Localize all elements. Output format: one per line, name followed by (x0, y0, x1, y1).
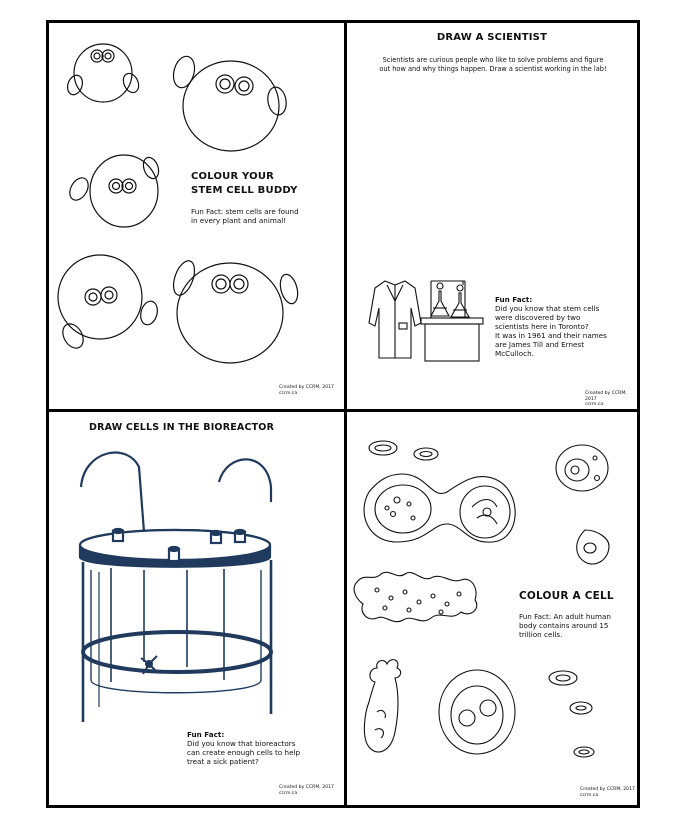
scientist-fun-fact (495, 295, 635, 358)
fact-line: treat a sick patient? (187, 757, 259, 766)
panel-stem-cell-buddy (49, 23, 344, 409)
fact-line: are James Till and Ernest (495, 340, 585, 349)
round-cell-icon (556, 445, 608, 491)
fact-line: can create enough cells to help (187, 748, 301, 757)
stem-cell-buddy-4 (58, 255, 160, 352)
draw-scientist-title: DRAW A SCIENTIST (436, 32, 548, 43)
credit-line-1: Created by CCRM, 2017 (279, 785, 334, 790)
credit-line-1: Created by CCRM, 2017 (279, 385, 334, 390)
fact-line: body contains around 15 (519, 621, 609, 630)
bioreactor-title: DRAW CELLS IN THE BIOREACTOR (89, 422, 275, 433)
dividing-cell-icon (364, 474, 515, 542)
fact-heading: Fun Fact: (495, 295, 533, 304)
credit-line-2: ccrm.ca (279, 390, 298, 396)
nucleated-cell-icon (439, 670, 515, 754)
cells-drawing (347, 412, 637, 805)
credit (585, 391, 637, 408)
bioreactor-fun-fact (187, 730, 337, 766)
credit (279, 385, 334, 396)
lab-coat-icon (369, 281, 421, 358)
lab-bench-icon (421, 281, 483, 361)
stem-cell-buddy-2 (170, 54, 288, 151)
fact-line: Fun Fact: An adult human (519, 612, 611, 621)
colour-cell-title: COLOUR A CELL (519, 590, 614, 602)
credit (279, 785, 334, 796)
fact-line: trillion cells. (519, 630, 563, 639)
fact-line-2: in every plant and animal! (191, 216, 287, 225)
amoeba-cell-icon (354, 572, 477, 621)
intro-line-1: Scientists are curious people who like to solve problems and figure (382, 56, 604, 64)
stem-cell-buddy-3 (66, 155, 161, 227)
credit-line-2: ccrm.ca (580, 792, 599, 798)
fact-line: It was in 1961 and their names (495, 331, 607, 340)
credit-line-1: Created by CCRM, 2017 (585, 391, 627, 402)
stem-cell-title (191, 170, 298, 198)
credit (580, 787, 635, 798)
title-line-2: STEM CELL BUDDY (191, 185, 298, 196)
small-cell-icon (549, 671, 594, 757)
flask-icon (431, 283, 469, 317)
fact-line: Did you know that stem cells (495, 304, 600, 313)
panel-bioreactor (49, 412, 344, 805)
fact-line: scientists here in Toronto? (495, 322, 589, 331)
fact-line: were discovered by two (495, 313, 581, 322)
stem-cell-buddy-5 (169, 258, 300, 363)
panel-draw-scientist (347, 23, 637, 409)
red-blood-cell-icon (369, 441, 438, 460)
activity-sheet (46, 20, 640, 808)
fact-line: McCulloch. (495, 349, 534, 358)
fact-line-1: Fun Fact: stem cells are found (191, 207, 299, 216)
fact-line: Did you know that bioreactors (187, 739, 296, 748)
intro-line-2: out how and why things happen. Draw a scientist working in the lab! (379, 65, 607, 73)
fact-heading: Fun Fact: (187, 730, 225, 739)
panel-colour-cell (347, 412, 637, 805)
cell-fun-fact (519, 612, 631, 639)
credit-line-2: ccrm.ca (279, 790, 298, 796)
credit-line-1: Created by CCRM, 2017 (580, 787, 635, 792)
stem-cell-fun-fact (191, 207, 299, 225)
credit-line-2: ccrm.ca (585, 402, 604, 407)
stem-cell-buddy-1 (65, 44, 142, 102)
neuron-cell-icon (364, 660, 400, 752)
title-line-1: COLOUR YOUR (191, 171, 275, 182)
egg-cell-icon (577, 530, 609, 564)
